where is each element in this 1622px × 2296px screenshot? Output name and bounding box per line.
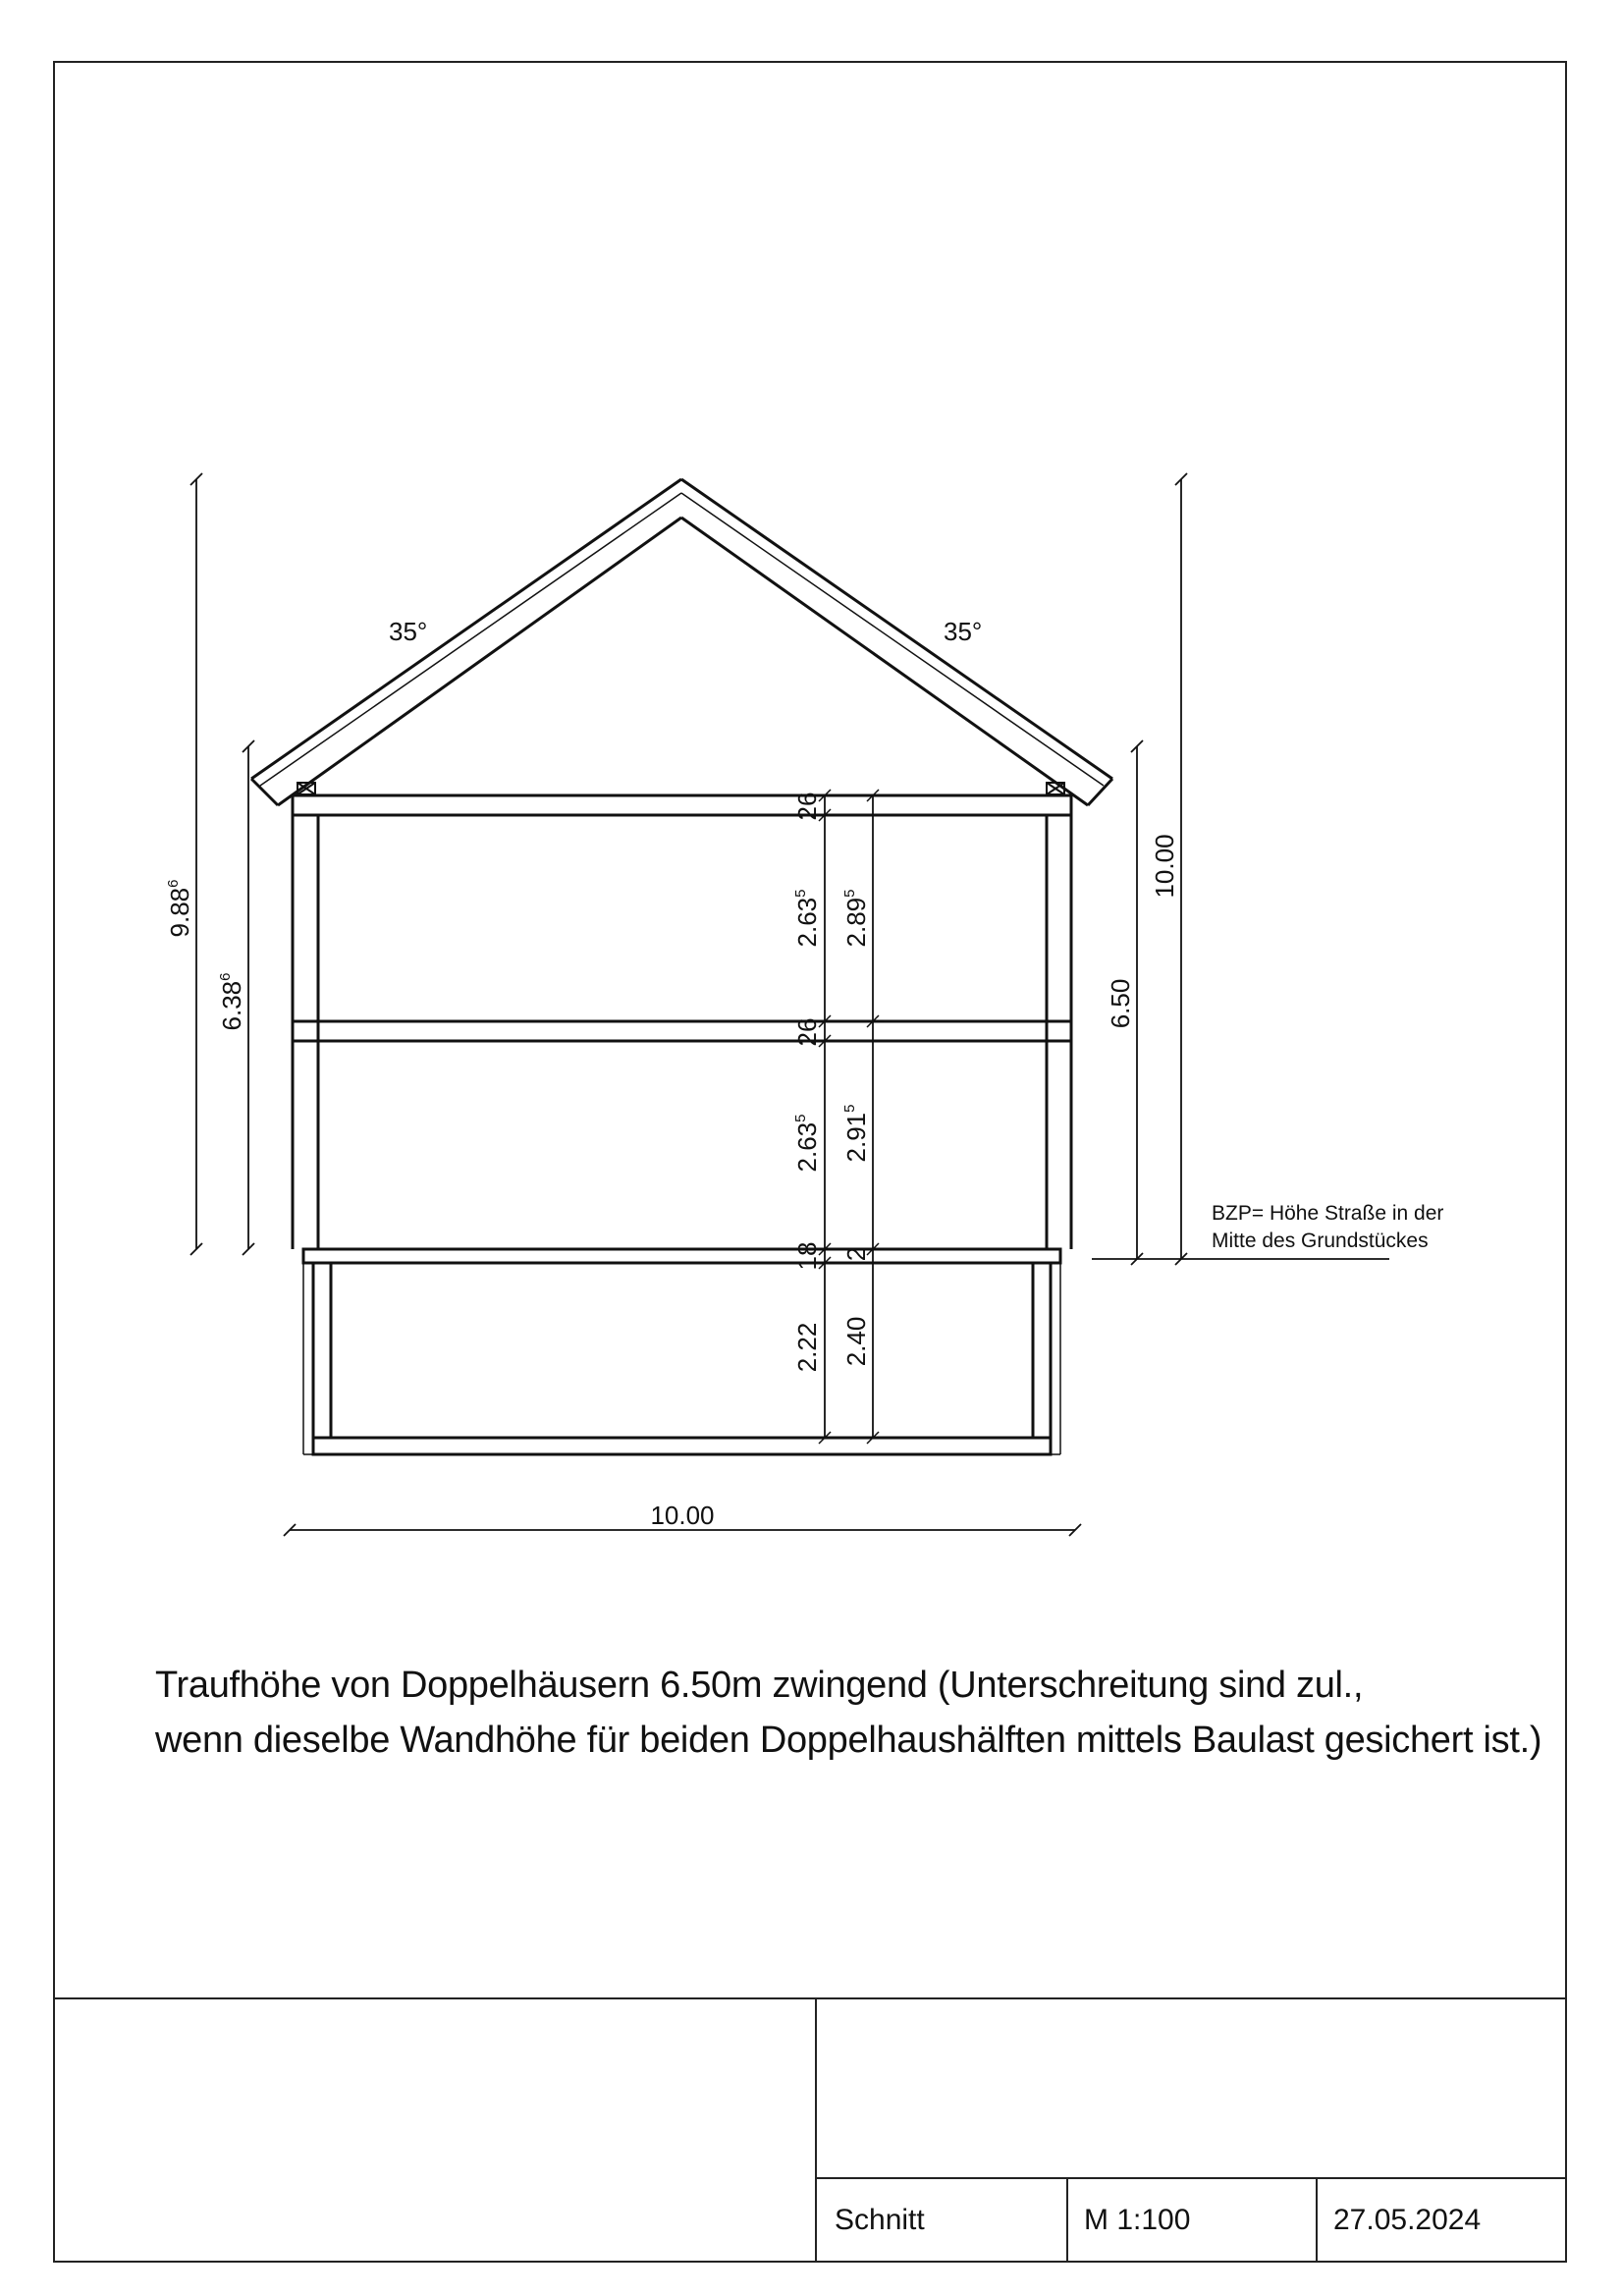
bzp-note-line1: BZP= Höhe Straße in der [1212, 1202, 1444, 1225]
svg-text:2.895: 2.89$^5$ [841, 889, 871, 948]
dim-total-height-right [1150, 834, 1179, 898]
svg-text:2.22: 2.22 [792, 1322, 822, 1373]
roof-angle-left: 35° [389, 617, 428, 646]
svg-text:2.635: 2.63$^5$ [792, 1114, 822, 1173]
svg-text:10.00: 10.00 [1150, 834, 1179, 899]
dim-slab-ground [792, 1242, 822, 1271]
dim-slab-middle [792, 1018, 822, 1047]
dim-wall-height-left [217, 973, 246, 1031]
svg-text:2: 2 [841, 1246, 871, 1262]
dim-slab-ground-offset [841, 1247, 871, 1261]
building-section [293, 792, 1071, 1454]
dim-eaves-height-right [1106, 979, 1135, 1029]
title-block-drawing-type: Schnitt [835, 2204, 925, 2236]
svg-text:18: 18 [792, 1241, 822, 1271]
dim-ground-floor-clear [792, 1115, 822, 1173]
svg-text:26: 26 [792, 792, 822, 821]
dim-upper-floor-clear [792, 890, 822, 948]
eaves-purlins [297, 783, 1064, 794]
basement-outer-lines [303, 1263, 1060, 1454]
svg-text:2.635: 2.63$^5$ [792, 889, 822, 948]
svg-text:2.915: 2.91$^5$ [841, 1104, 871, 1163]
roof [251, 479, 1112, 805]
svg-text:26: 26 [792, 1017, 822, 1047]
eaves-height-note [155, 1658, 1541, 1768]
bzp-note-line2: Mitte des Grundstückes [1212, 1230, 1429, 1252]
dim-upper-floor-storey [841, 890, 871, 948]
title-block-scale: M 1:100 [1084, 2204, 1191, 2236]
note-line-2: wenn dieselbe Wandhöhe für beiden Doppelhaushälften mittels Baulast gesichert ist.) [155, 1720, 1542, 1761]
dim-ground-floor-storey [841, 1105, 871, 1163]
note-line-1: Traufhöhe von Doppelhäusern 6.50m zwingend (Unterschreitung sind zul., [155, 1665, 1364, 1706]
dimension-lines [190, 473, 1389, 1536]
dim-basement-storey [841, 1317, 871, 1367]
title-block-date: 27.05.2024 [1333, 2204, 1482, 2236]
svg-text:6.50: 6.50 [1106, 978, 1135, 1029]
svg-text:6.386: 6.38$^6$ [217, 972, 246, 1031]
dim-total-height-left [165, 880, 194, 938]
roof-angle-right: 35° [944, 617, 983, 646]
svg-text:9.886: 9.88$^6$ [165, 879, 194, 938]
dim-basement-clear [792, 1323, 822, 1373]
svg-text:2.40: 2.40 [841, 1316, 871, 1367]
dim-width: 10.00 [650, 1501, 715, 1530]
dim-slab-top [792, 793, 822, 821]
